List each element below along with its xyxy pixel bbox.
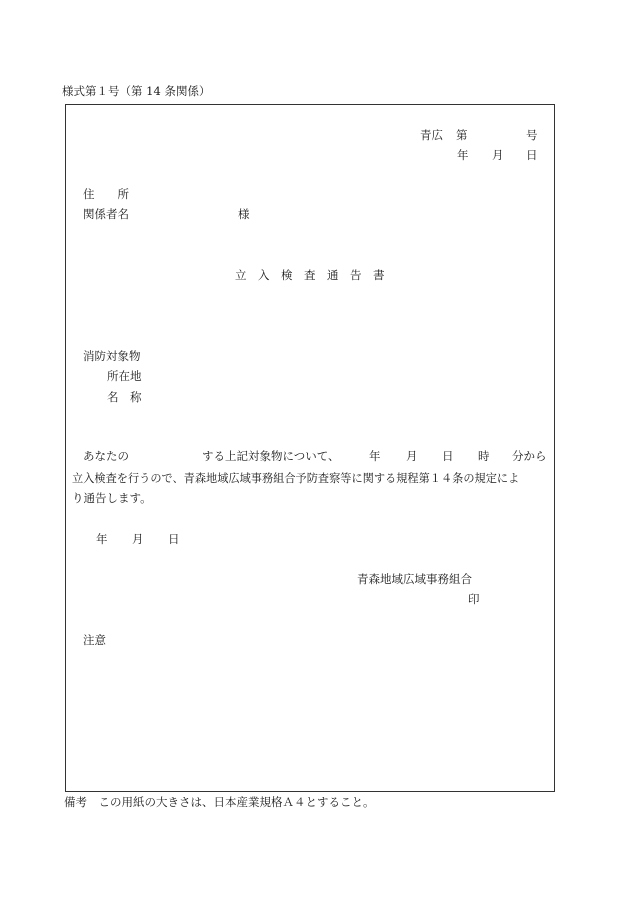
- document-title: 立 入 検 査 通 告 書: [235, 268, 385, 282]
- body-year: 年: [369, 449, 381, 463]
- related-person-label: 関係者名: [83, 207, 129, 221]
- body-line-3: り通告します。: [72, 491, 152, 505]
- issuer-org: 青森地域広域事務組合: [357, 572, 472, 586]
- target-label: 消防対象物: [83, 349, 141, 363]
- form-frame: [65, 104, 555, 792]
- location-label: 所在地: [107, 369, 142, 383]
- honorific: 様: [238, 207, 250, 221]
- body-suru: する上記対象物について、: [202, 449, 340, 463]
- header-date-month: 月: [492, 148, 504, 162]
- doc-number-go: 号: [526, 128, 538, 142]
- body-line-2: 立入検査を行うので、青森地域広域事務組合予防査察等に関する規程第１４条の規定によ: [72, 472, 520, 485]
- body-anata: あなたの: [83, 449, 129, 463]
- notes-label: 注意: [83, 633, 106, 647]
- body-hour: 時: [478, 449, 490, 463]
- issuer-seal: 印: [468, 592, 480, 606]
- target-name-label: 名 称: [107, 390, 142, 404]
- issue-date-year: 年: [96, 532, 108, 546]
- issue-date-month: 月: [132, 532, 144, 546]
- body-month: 月: [406, 449, 418, 463]
- footnote: 備考 この用紙の大きさは、日本産業規格Ａ４とすること。: [64, 795, 375, 809]
- body-minute: 分から: [512, 449, 547, 463]
- header-date-year: 年: [457, 148, 469, 162]
- address-label: 住 所: [83, 187, 129, 201]
- doc-number-prefix: 青広: [420, 128, 443, 142]
- body-day: 日: [442, 449, 454, 463]
- issue-date-day: 日: [168, 532, 180, 546]
- doc-number-dai: 第: [456, 128, 468, 142]
- header-date-day: 日: [526, 148, 538, 162]
- form-label: 様式第１号（第 14 条関係）: [62, 84, 211, 98]
